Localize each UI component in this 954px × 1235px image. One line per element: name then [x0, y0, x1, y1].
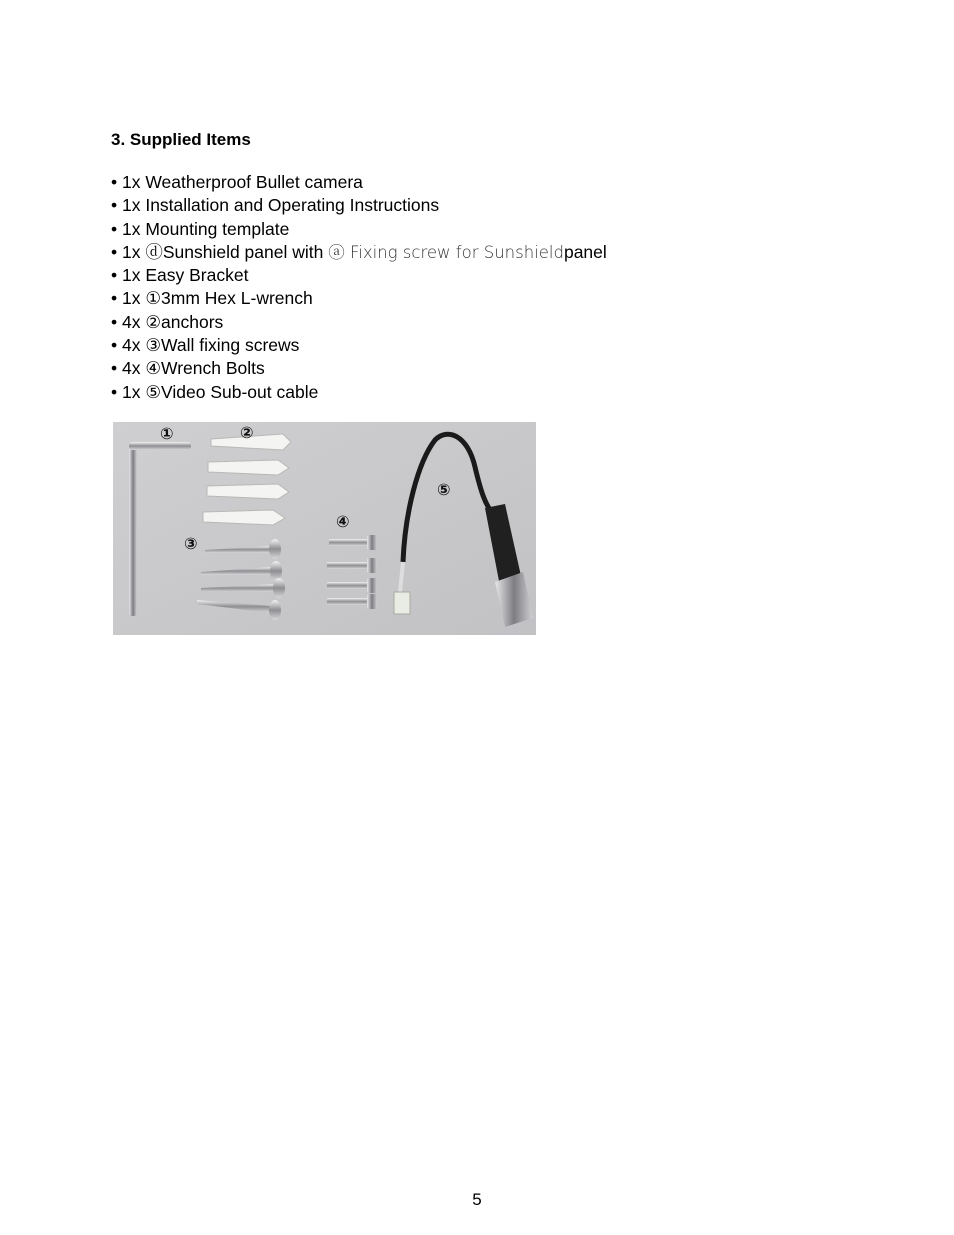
supplied-items-list	[111, 171, 607, 404]
list-item	[111, 194, 607, 217]
item-text: • 1x ⑤Video Sub-out cable	[111, 381, 319, 402]
item-text: • 1x ⓓSunshield panel with	[111, 241, 329, 262]
label-4: ④	[336, 512, 350, 531]
item-text: • 1x Easy Bracket	[111, 265, 249, 286]
label-1: ①	[160, 424, 174, 443]
list-item	[111, 287, 607, 310]
item-text: • 4x ④Wrench Bolts	[111, 358, 265, 379]
list-item	[111, 218, 607, 241]
list-item	[111, 241, 607, 264]
list-item	[111, 357, 607, 380]
item-text: • 1x ①3mm Hex L-wrench	[111, 288, 313, 309]
section-heading: 3. Supplied Items	[111, 130, 251, 149]
item-text: • 1x Mounting template	[111, 218, 290, 239]
list-item	[111, 381, 607, 404]
item-text-tail: panel	[563, 241, 607, 262]
label-2: ②	[240, 423, 254, 442]
item-text: • 1x Installation and Operating Instructions	[111, 195, 440, 216]
label-3: ③	[184, 534, 198, 553]
list-item	[111, 171, 607, 194]
list-item	[111, 311, 607, 334]
page-number: 5	[472, 1190, 482, 1209]
item-text: • 4x ③Wall fixing screws	[111, 335, 300, 356]
list-item	[111, 334, 607, 357]
item-text: • 4x ②anchors	[111, 311, 224, 332]
item-text: • 1x Weatherproof Bullet camera	[111, 172, 363, 192]
supplied-items-photo	[113, 422, 536, 635]
label-5: ⑤	[437, 480, 451, 499]
item-text-light: ⓐ Fixing screw for Sunshield	[328, 242, 564, 262]
list-item	[111, 264, 607, 287]
